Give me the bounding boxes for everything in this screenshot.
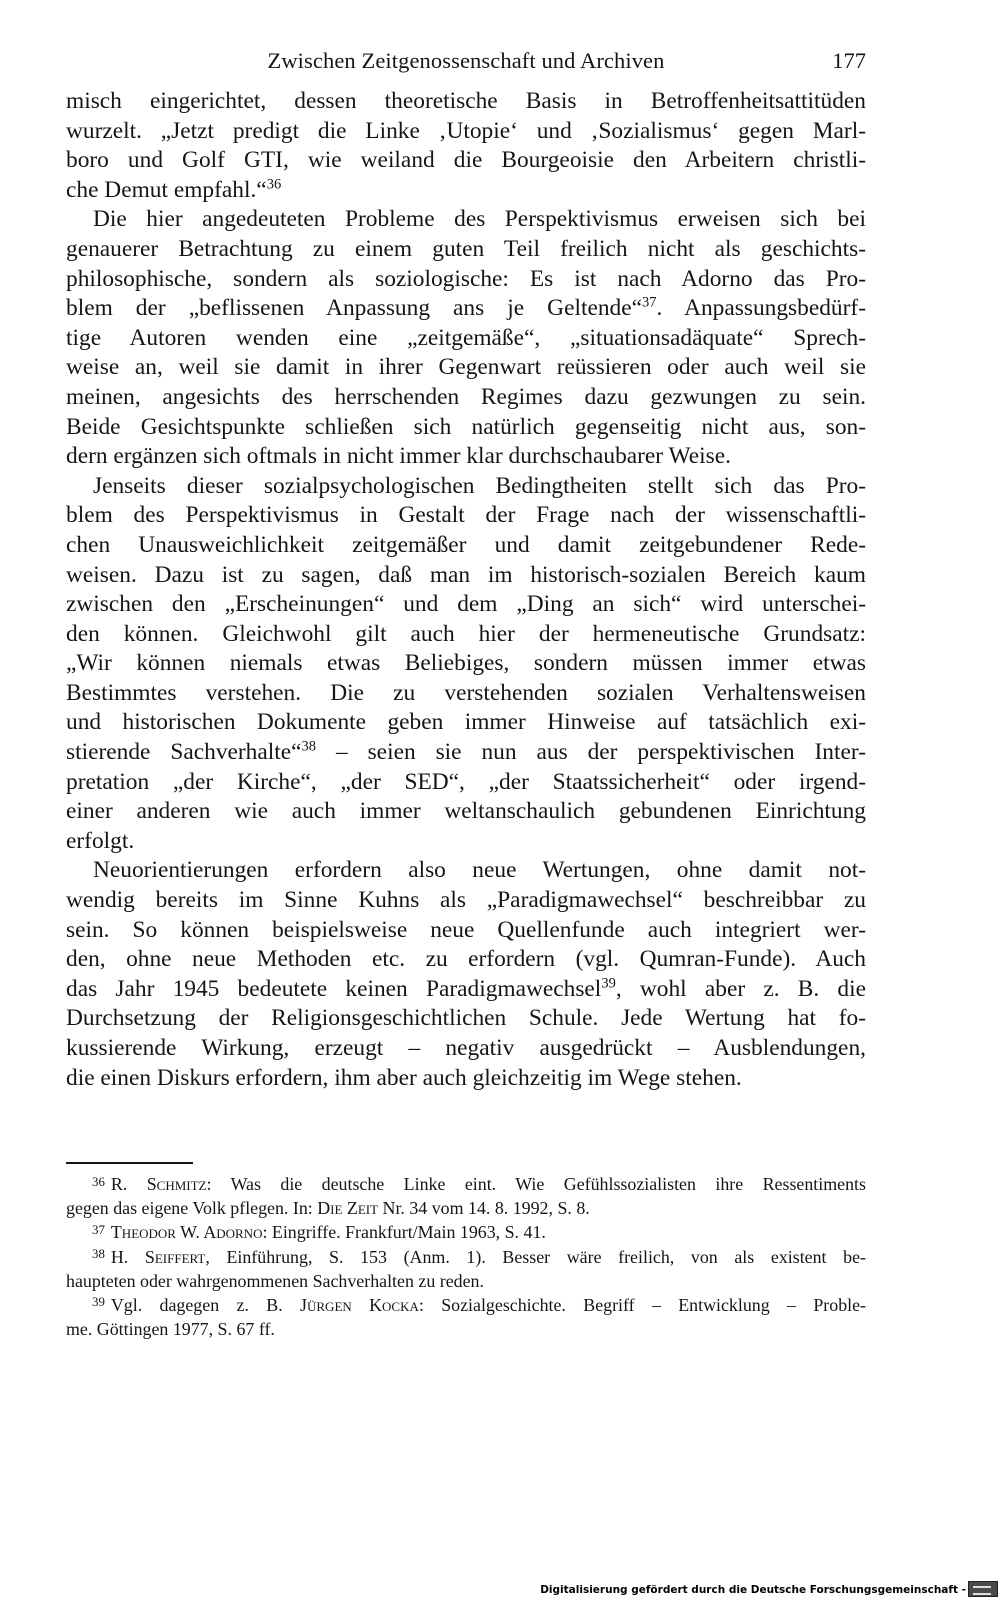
- text-line: kussierende Wirkung, erzeugt – negativ ausgedrückt – Ausblendungen,: [66, 1035, 866, 1061]
- footnote-author: Theodor W. Adorno: [110, 1222, 263, 1243]
- text-line: Beide Gesichtspunkte schließen sich natürlich gegenseitig nicht aus, son-: [66, 413, 866, 440]
- text-fragment: stierende Sachverhalte“: [66, 739, 302, 766]
- text-line: boro und Golf GTI, wie weiland die Bourgeoisie den Arbeitern christli-: [66, 147, 866, 174]
- footnote-text: : Sozialgeschichte. Begriff – Entwicklung – Proble-: [418, 1294, 867, 1315]
- footnote-mark: 36: [92, 1174, 105, 1189]
- footnote-38-cont: haupteten oder wahrgenommenen Sachverhalten zu reden.: [66, 1270, 484, 1291]
- footnote-39: [66, 1293, 866, 1317]
- footnote-text: Nr. 34 vom 14. 8. 1992, S. 8.: [378, 1198, 590, 1219]
- text-line: [66, 738, 866, 768]
- text-line: philosophische, sondern als soziologische: Es ist nach Adorno das Pro-: [66, 265, 866, 292]
- footnote-mark: 37: [92, 1222, 105, 1237]
- running-title: Zwischen Zeitgenossenschaft und Archiven: [267, 48, 665, 73]
- footnote-separator: [66, 1162, 193, 1164]
- footnote-text: : Was die deutsche Linke eint. Wie Gefühlssozialisten ihre Ressentiments: [206, 1174, 866, 1194]
- text-line: Die hier angedeuteten Probleme des Perspektivismus erweisen sich bei: [93, 206, 866, 233]
- footnote-author: R. Schmitz: [110, 1174, 207, 1194]
- text-line: [66, 294, 866, 324]
- footnote-ref-36: 36: [266, 176, 282, 193]
- text-line: weisen. Dazu ist zu sagen, daß man im historisch-sozialen Bereich kaum: [66, 561, 866, 588]
- text-line: wendig bereits im Sinne Kuhns als „Paradigmawechsel“ beschreibbar zu: [66, 887, 866, 914]
- footnote-author: H. Seiffert: [110, 1246, 206, 1267]
- text-line: genauerer Betrachtung zu einem guten Teil freilich nicht als geschichts-: [66, 235, 866, 262]
- text-line: weise an, weil sie damit in ihrer Gegenwart reüssieren oder auch weil sie: [66, 354, 866, 381]
- text-line: meinen, angesichts des herrschenden Regimes dazu gezwungen zu sein.: [66, 383, 866, 410]
- dfg-logo-icon: [968, 1581, 998, 1597]
- footnote-text: gegen das eigene Volk pflegen. In:: [66, 1198, 318, 1219]
- page-number: 177: [832, 48, 866, 73]
- footnote-39-cont: me. Göttingen 1977, S. 67 ff.: [66, 1319, 275, 1340]
- text-line: [66, 176, 866, 206]
- text-fragment: blem der „beflissenen Anpassung ans je Geltende“: [66, 295, 642, 322]
- text-line: blem des Perspektivismus in Gestalt der Frage nach der wissenschaftli-: [66, 502, 866, 529]
- footnote-text: Vgl. dagegen z. B.: [110, 1294, 301, 1315]
- footnote-37: [66, 1220, 866, 1244]
- text-line: tige Autoren wenden eine „zeitgemäße“, „situationsadäquate“ Sprech-: [66, 324, 866, 351]
- footnote-ref-37: 37: [642, 294, 657, 311]
- text-line: und historischen Dokumente geben immer Hinweise auf tatsächlich exi-: [66, 709, 866, 736]
- text-line: „Wir können niemals etwas Beliebiges, sondern müssen immer etwas: [66, 650, 866, 677]
- text-line: Jenseits dieser sozialpsychologischen Bedingtheiten stellt sich das Pro-: [93, 472, 866, 499]
- footnote-ref-39: 39: [601, 975, 616, 992]
- footnote-mark: 38: [92, 1247, 105, 1262]
- text-line: den können. Gleichwohl gilt auch hier der hermeneutische Grundsatz:: [66, 620, 866, 647]
- text-line: chen Unausweichlichkeit zeitgemäßer und damit zeitgebundener Rede-: [66, 531, 866, 558]
- running-header: [66, 44, 866, 78]
- footnote-ref-38: 38: [301, 738, 317, 755]
- text-fragment: das Jahr 1945 bedeutete keinen Paradigmawechsel: [66, 975, 602, 1002]
- text-line: Bestimmtes verstehen. Die zu verstehenden sozialen Verhaltensweisen: [66, 679, 866, 706]
- footnote-36-cont: [66, 1196, 866, 1220]
- text-fragment: , wohl aber z. B. die: [615, 975, 866, 1002]
- text-fragment: – seien sie nun aus der perspektivischen Inter-: [316, 739, 866, 766]
- text-line: erfolgt.: [66, 827, 135, 854]
- text-line: misch eingerichtet, dessen theoretische Basis in Betroffenheitsattitüden: [66, 88, 866, 114]
- footnote-text: : Eingriffe. Frankfurt/Main 1963, S. 41.: [262, 1222, 546, 1243]
- text-line: pretation „der Kirche“, „der SED“, „der Staatssicherheit“ oder irgend-: [66, 768, 866, 795]
- text-line: den, ohne neue Methoden etc. zu erfordern (vgl. Qumran-Funde). Auch: [66, 946, 866, 973]
- text-fragment: che Demut empfahl.“: [66, 176, 267, 203]
- footnote-38: [66, 1245, 866, 1269]
- text-line: die einen Diskurs erfordern, ihm aber auch gleichzeitig im Wege stehen.: [66, 1064, 742, 1091]
- text-line: Durchsetzung der Religionsgeschichtlichen Schule. Jede Wertung hat fo-: [66, 1005, 866, 1032]
- footnote-mark: 39: [92, 1295, 105, 1310]
- text-line: [66, 975, 866, 1005]
- footnote-author: Jürgen Kocka: [300, 1294, 419, 1315]
- main-text: [66, 87, 866, 1093]
- text-line: dern ergänzen sich oftmals in nicht immer klar durchschaubarer Weise.: [66, 443, 731, 470]
- footnotes: [66, 1172, 866, 1341]
- text-fragment: . Anpassungsbedürf-: [656, 295, 866, 322]
- text-line: einer anderen wie auch immer weltanschaulich gebundenen Einrichtung: [66, 798, 866, 825]
- text-line: zwischen den „Erscheinungen“ und dem „Ding an sich“ wird unterschei-: [66, 591, 866, 618]
- digitization-credit: Digitalisierung gefördert durch die Deutsche Forschungsgemeinschaft -: [540, 1584, 966, 1596]
- text-line: Neuorientierungen erfordern also neue Wertungen, ohne damit not-: [93, 857, 866, 884]
- footnote-journal: Die Zeit: [317, 1198, 379, 1219]
- footnote-36: [66, 1172, 866, 1196]
- text-line: sein. So können beispielsweise neue Quellenfunde auch integriert wer-: [66, 916, 866, 943]
- footnote-text: , Einführung, S. 153 (Anm. 1). Besser wäre freilich, von als existent be-: [205, 1246, 866, 1267]
- text-line: wurzelt. „Jetzt predigt die Linke ‚Utopie‘ und ‚Sozialismus‘ gegen Marl-: [66, 117, 866, 144]
